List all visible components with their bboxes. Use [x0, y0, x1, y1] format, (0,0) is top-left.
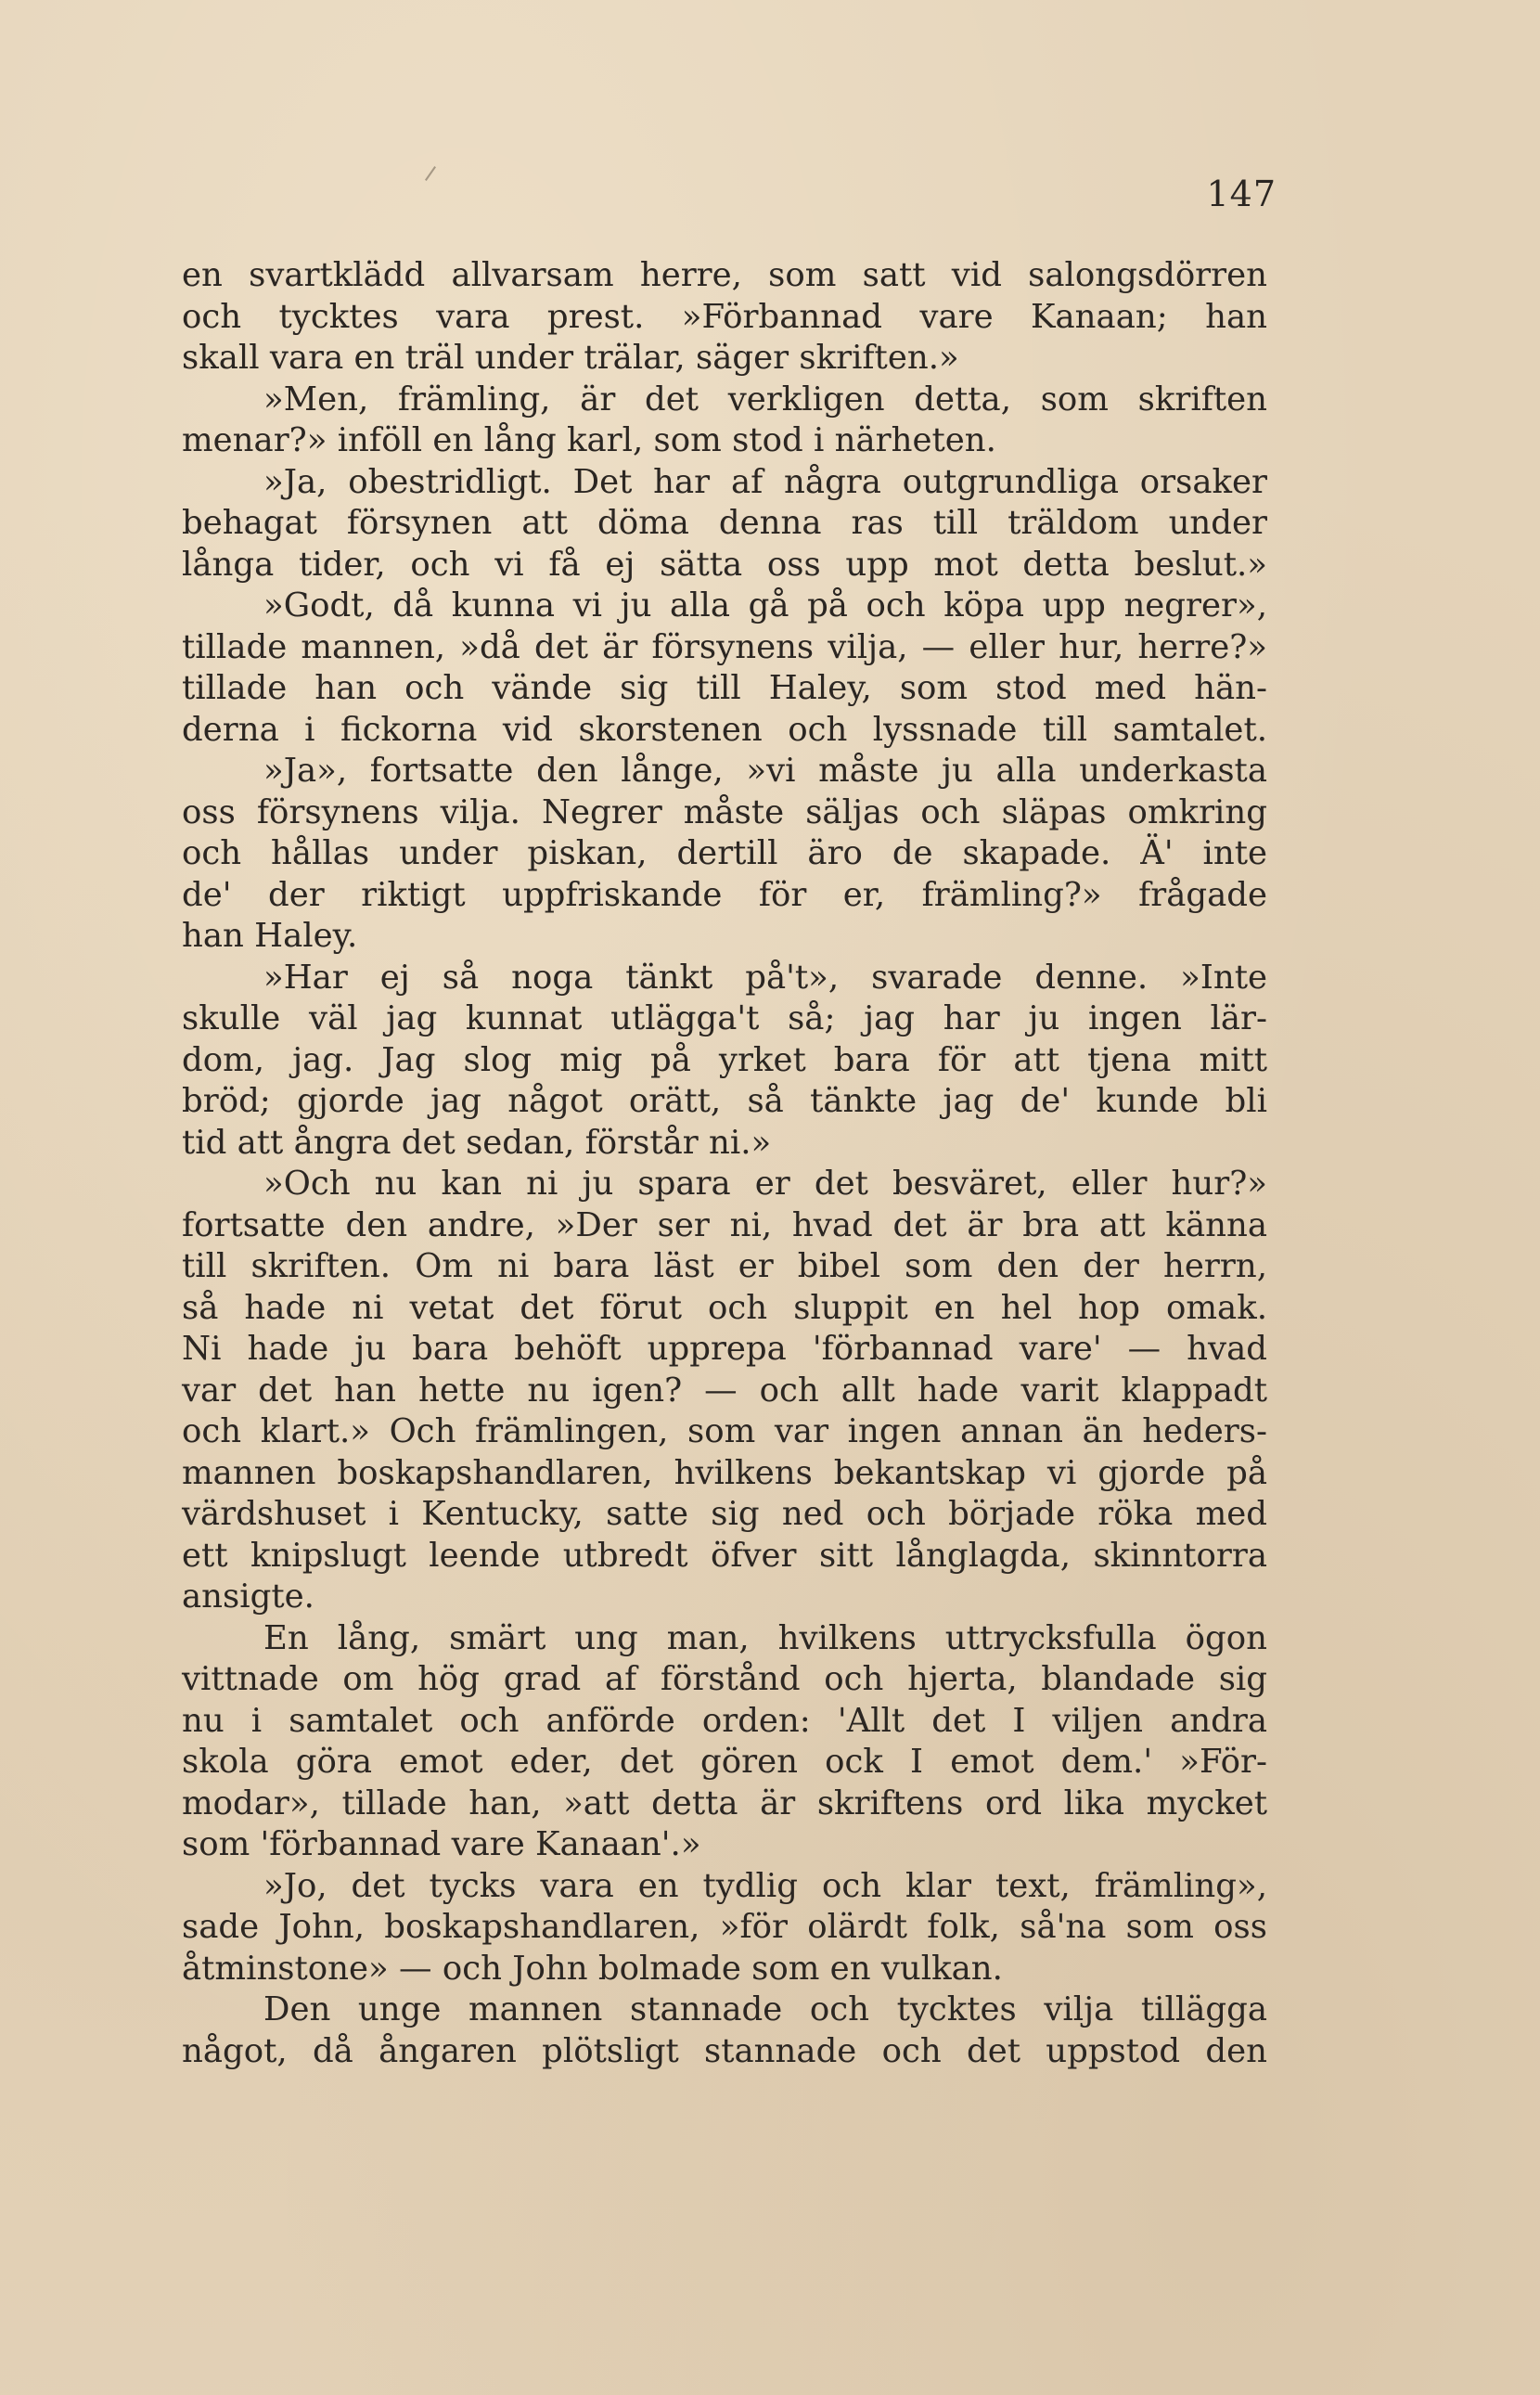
text-line: bröd; gjorde jag något orätt, så tänkte jag de' kunde bli: [182, 1082, 1267, 1120]
text-line: »Ja, obestridligt. Det har af några outgrundliga orsaker: [263, 462, 1267, 501]
text-line: tillade mannen, »då det är försynens vilja, — eller hur, herre?»: [182, 627, 1267, 666]
text-line: ansigte.: [182, 1577, 314, 1616]
text-line: som 'förbannad vare Kanaan'.»: [182, 1825, 701, 1863]
text-line: Den unge mannen stannade och tycktes vilja tillägga: [263, 1990, 1267, 2028]
text-line: derna i fickorna vid skorstenen och lyssnade till samtalet.: [182, 710, 1267, 749]
text-line: »Ja», fortsatte den långe, »vi måste ju alla underkasta: [263, 752, 1267, 790]
text-line: vittnade om hög grad af förstånd och hjerta, blandade sig: [182, 1660, 1267, 1698]
text-line: och tycktes vara prest. »Förbannad vare Kanaan; han: [182, 297, 1267, 336]
text-line: »Jo, det tycks vara en tydlig och klar text, främling»,: [263, 1866, 1267, 1905]
text-line: och klart.» Och främlingen, som var ingen annan än heders-: [182, 1412, 1267, 1450]
text-line: tillade han och vände sig till Haley, som stod med hän-: [182, 669, 1267, 707]
text-line: ett knipslugt leende utbredt öfver sitt långlagda, skinntorra: [182, 1536, 1267, 1575]
text-line: »Och nu kan ni ju spara er det besväret, eller hur?»: [263, 1165, 1267, 1203]
stray-pen-mark: [425, 166, 436, 181]
text-line: menar?» inföll en lång karl, som stod i närheten.: [182, 421, 996, 459]
text-line: Ni hade ju bara behöft upprepa 'förbannad vare' — hvad: [182, 1330, 1267, 1368]
text-line: till skriften. Om ni bara läst er bibel som den der herrn,: [182, 1247, 1267, 1285]
text-line: de' der riktigt uppfriskande för er, främling?» frågade: [182, 875, 1267, 914]
text-line: skall vara en träl under trälar, säger skriften.»: [182, 339, 959, 377]
text-line: »Har ej så noga tänkt på't», svarade denne. »Inte: [263, 958, 1267, 997]
body-text: [182, 255, 1267, 2072]
text-line: oss försynens vilja. Negrer måste säljas och släpas omkring: [182, 792, 1267, 831]
text-line: han Haley.: [182, 917, 358, 955]
text-line: tid att ångra det sedan, förstår ni.»: [182, 1123, 772, 1162]
text-line: en svartklädd allvarsam herre, som satt vid salongsdörren: [182, 256, 1267, 294]
text-line: dom, jag. Jag slog mig på yrket bara för att tjena mitt: [182, 1040, 1267, 1079]
text-line: något, då ångaren plötsligt stannade och det uppstod den: [182, 2031, 1267, 2070]
text-line: skola göra emot eder, det gören ock I emot dem.' »För-: [182, 1743, 1267, 1781]
text-line: modar», tillade han, »att detta är skriftens ord lika mycket: [182, 1783, 1267, 1822]
text-line: behagat försynen att döma denna ras till träldom under: [182, 504, 1267, 542]
text-line: »Godt, då kunna vi ju alla gå på och köpa upp negrer»,: [263, 586, 1267, 625]
text-line: nu i samtalet och anförde orden: 'Allt det I viljen andra: [182, 1701, 1267, 1740]
text-line: var det han hette nu igen? — och allt hade varit klappadt: [182, 1371, 1267, 1410]
text-line: En lång, smärt ung man, hvilkens uttrycksfulla ögon: [263, 1618, 1267, 1657]
text-line: »Men, främling, är det verkligen detta, som skriften: [263, 380, 1267, 418]
text-line: skulle väl jag kunnat utlägga't så; jag har ju ingen lär-: [182, 999, 1267, 1037]
text-line: fortsatte den andre, »Der ser ni, hvad det är bra att känna: [182, 1205, 1267, 1244]
text-line: långa tider, och vi få ej sätta oss upp mot detta beslut.»: [182, 545, 1267, 584]
page-number: 147: [1206, 174, 1277, 214]
text-line: så hade ni vetat det förut och sluppit en hel hop omak.: [182, 1288, 1267, 1327]
text-line: sade John, boskapshandlaren, »för olärdt folk, så'na som oss: [182, 1908, 1267, 1946]
text-line: värdshuset i Kentucky, satte sig ned och började röka med: [182, 1495, 1267, 1533]
text-line: mannen boskapshandlaren, hvilkens bekantskap vi gjorde på: [182, 1453, 1267, 1492]
text-line: och hållas under piskan, dertill äro de skapade. Ä' inte: [182, 834, 1267, 872]
text-line: åtminstone» — och John bolmade som en vulkan.: [182, 1949, 1003, 1988]
